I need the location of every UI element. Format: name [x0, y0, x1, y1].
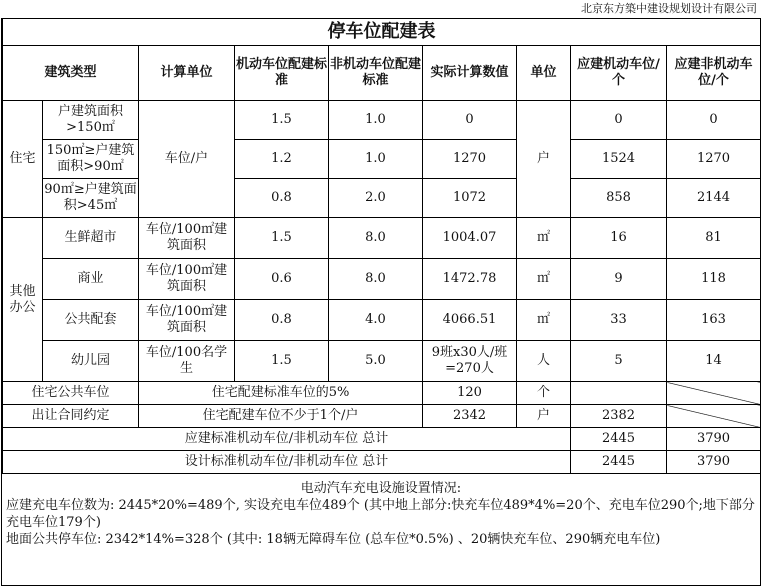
public-parking-measure: 个: [517, 382, 571, 405]
motor-count: 9: [571, 259, 667, 300]
public-parking-value: 120: [423, 382, 517, 405]
nonmotor-standard: 2.0: [329, 179, 423, 218]
contract-motor: 2382: [571, 405, 667, 428]
nonmotor-count: 81: [667, 218, 761, 259]
table-row: [3, 218, 761, 259]
contract-value: 2342: [423, 405, 517, 428]
group-label-office: 其他办公: [3, 218, 43, 382]
std-total-motor: 2445: [571, 428, 667, 451]
company-name: 北京东方築中建设规划设计有限公司: [581, 2, 757, 15]
header-cell: 机动车位配建标准: [235, 46, 329, 101]
building-type: 商业: [43, 259, 139, 300]
notes-line: 地面公共停车位: 2342*14%=328个 (其中: 18辆无障碍车位 (总车位*0.5%) 、20辆快充车位、290辆充电车位): [6, 532, 661, 547]
motor-standard: 0.6: [235, 259, 329, 300]
parking-table-frame: [1, 18, 761, 586]
nonmotor-standard: 1.0: [329, 140, 423, 179]
building-type: 公共配套: [43, 300, 139, 341]
notes-line: 应建充电车位数为: 2445*20%=489个, 实设充电车位489个 (其中地上部分:快充车位489*4%=20个、充电车位290个;地下部分充电车位179个): [6, 498, 755, 530]
motor-standard: 1.5: [235, 218, 329, 259]
building-type: 幼儿园: [43, 341, 139, 382]
actual-value: 9班x30人/班=270人: [423, 341, 517, 382]
motor-standard: 1.5: [235, 341, 329, 382]
header-cell: 实际计算数值: [423, 46, 517, 101]
calc-unit: 车位/户: [139, 101, 235, 218]
public-parking-rule: 住宅配建标准车位的5%: [139, 382, 423, 405]
measure-unit: ㎡: [517, 218, 571, 259]
motor-standard: 0.8: [235, 179, 329, 218]
nonmotor-count: 2144: [667, 179, 761, 218]
table-row: [3, 382, 761, 405]
header-cell: 计算单位: [139, 46, 235, 101]
nonmotor-standard: 4.0: [329, 300, 423, 341]
actual-value: 0: [423, 101, 517, 140]
header-row: [3, 46, 761, 101]
header-cell: 非机动车位配建标准: [329, 46, 423, 101]
calc-unit: 车位/100名学生: [139, 341, 235, 382]
motor-standard: 0.8: [235, 300, 329, 341]
nonmotor-count: 14: [667, 341, 761, 382]
std-total-label: 应建标准机动车位/非机动车位 总计: [3, 428, 571, 451]
group-label-residential: 住宅: [3, 101, 43, 218]
nonmotor-standard: 1.0: [329, 101, 423, 140]
nonmotor-count: 118: [667, 259, 761, 300]
motor-standard: 1.5: [235, 101, 329, 140]
motor-count: 1524: [571, 140, 667, 179]
table-title: 停车位配建表: [3, 19, 761, 46]
design-total-motor: 2445: [571, 451, 667, 474]
actual-value: 1270: [423, 140, 517, 179]
parking-table: [2, 19, 761, 474]
header-cell: 应建机动车位/个: [571, 46, 667, 101]
notes-title: 电动汽车充电设施设置情况:: [300, 481, 462, 496]
diagonal-cell: [667, 405, 761, 428]
motor-count: 858: [571, 179, 667, 218]
header-cell: 单位: [517, 46, 571, 101]
table-row: [3, 451, 761, 474]
building-type: 生鲜超市: [43, 218, 139, 259]
calc-unit: 车位/100㎡建筑面积: [139, 300, 235, 341]
nonmotor-count: 0: [667, 101, 761, 140]
motor-count: 16: [571, 218, 667, 259]
design-total-nonmotor: 3790: [667, 451, 761, 474]
table-row: [3, 259, 761, 300]
table-row: [3, 341, 761, 382]
std-total-nonmotor: 3790: [667, 428, 761, 451]
nonmotor-standard: 8.0: [329, 218, 423, 259]
calc-unit: 车位/100㎡建筑面积: [139, 259, 235, 300]
nonmotor-standard: 8.0: [329, 259, 423, 300]
header-cell: 建筑类型: [3, 46, 139, 101]
motor-count: 33: [571, 300, 667, 341]
measure-unit: 人: [517, 341, 571, 382]
motor-count: 5: [571, 341, 667, 382]
design-total-label: 设计标准机动车位/非机动车位 总计: [3, 451, 571, 474]
charging-notes: [2, 474, 760, 548]
table-row: [3, 428, 761, 451]
building-type: 90㎡≥户建筑面积>45㎡: [43, 179, 139, 218]
motor-standard: 1.2: [235, 140, 329, 179]
contract-label: 出让合同约定: [3, 405, 139, 428]
building-type: 150㎡≥户建筑面积>90㎡: [43, 140, 139, 179]
nonmotor-count: 163: [667, 300, 761, 341]
public-parking-label: 住宅公共车位: [3, 382, 139, 405]
nonmotor-count: 1270: [667, 140, 761, 179]
calc-unit: 车位/100㎡建筑面积: [139, 218, 235, 259]
actual-value: 1472.78: [423, 259, 517, 300]
contract-rule: 住宅配建车位不少于1个/户: [139, 405, 423, 428]
table-row: [3, 300, 761, 341]
measure-unit: 户: [517, 101, 571, 218]
table-row: [3, 405, 761, 428]
contract-measure: 户: [517, 405, 571, 428]
diagonal-cell: [667, 382, 761, 405]
empty-cell: [571, 382, 667, 405]
actual-value: 1004.07: [423, 218, 517, 259]
table-row: [3, 179, 761, 218]
measure-unit: ㎡: [517, 300, 571, 341]
motor-count: 0: [571, 101, 667, 140]
building-type: 户建筑面积>150㎡: [43, 101, 139, 140]
header-cell: 应建非机动车位/个: [667, 46, 761, 101]
actual-value: 1072: [423, 179, 517, 218]
nonmotor-standard: 5.0: [329, 341, 423, 382]
table-row: [3, 140, 761, 179]
table-row: [3, 101, 761, 140]
measure-unit: ㎡: [517, 259, 571, 300]
actual-value: 4066.51: [423, 300, 517, 341]
